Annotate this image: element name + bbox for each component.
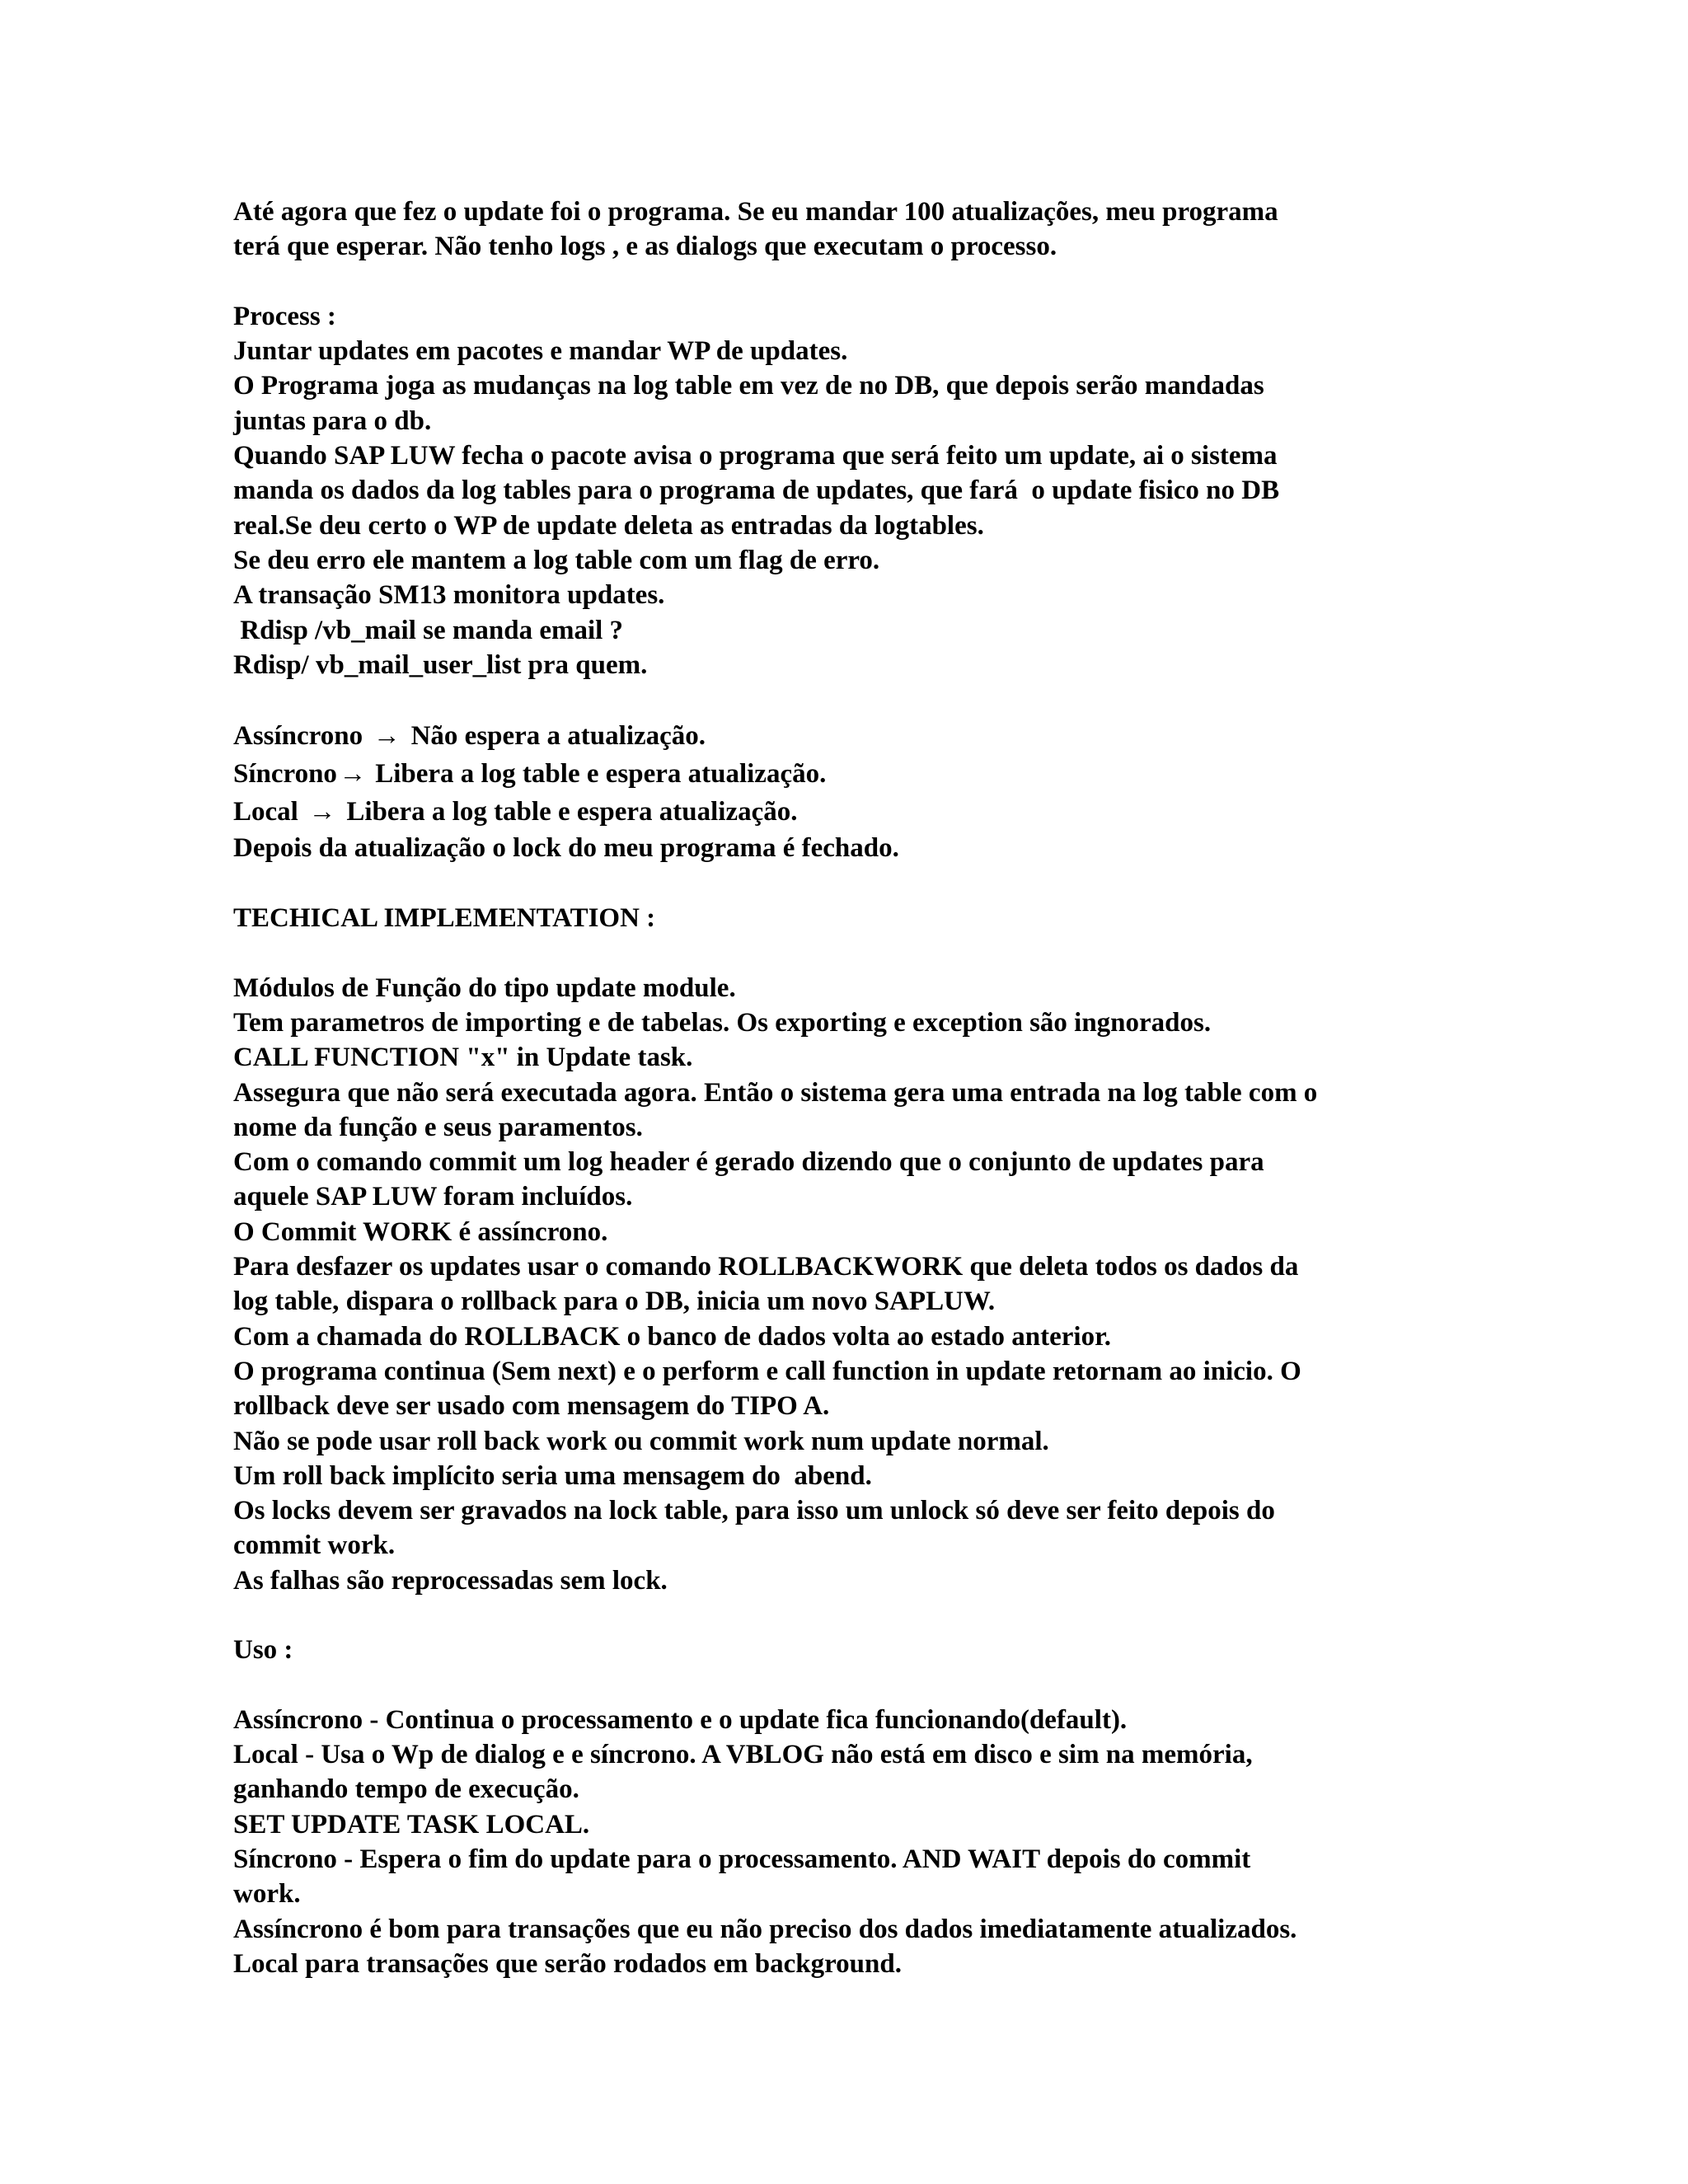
uso-heading: Uso : <box>233 1635 293 1666</box>
technical-line: CALL FUNCTION "x" in Update task. <box>233 1043 693 1073</box>
process-line: real.Se deu certo o WP de update deleta as entradas da logtables. <box>233 510 984 541</box>
process-heading: Process : <box>233 301 336 331</box>
uso-line: ganhando tempo de execução. <box>233 1774 579 1805</box>
technical-line: nome da função e seus paramentos. <box>233 1112 643 1142</box>
mode-local-label: Local <box>233 797 306 827</box>
spacer <box>233 866 1453 901</box>
uso-line: Assíncrono é bom para transações que eu não preciso dos dados imediatamente atualizados. <box>233 1914 1297 1944</box>
intro-line-2: terá que esperar. Não tenho logs , e as dialogs que executam o processo. <box>233 232 1057 262</box>
technical-line: O Commit WORK é assíncrono. <box>233 1216 608 1247</box>
mode-local <box>233 793 1453 831</box>
uso-line: SET UPDATE TASK LOCAL. <box>233 1809 590 1840</box>
technical-heading: TECHICAL IMPLEMENTATION : <box>233 903 656 934</box>
process-line: manda os dados da log tables para o programa de updates, que fará o update fisico no DB <box>233 476 1280 506</box>
arrow-right-icon: → <box>373 721 401 752</box>
mode-async <box>233 717 1453 755</box>
process-line: O Programa joga as mudanças na log table em vez de no DB, que depois serão mandadas <box>233 371 1264 401</box>
modes-after: Depois da atualização o lock do meu programa é fechado. <box>233 833 899 864</box>
mode-sync-text: Libera a log table e espera atualização. <box>368 759 827 790</box>
technical-line: Um roll back implícito seria uma mensagem do abend. <box>233 1460 872 1491</box>
technical-line: Tem parametros de importing e de tabelas. Os exporting e exception são ingnorados. <box>233 1007 1212 1038</box>
spacer <box>233 1668 1453 1703</box>
uso-line: Local para transações que serão rodados em background. <box>233 1948 902 1979</box>
technical-line: Com o comando commit um log header é gerado dizendo que o conjunto de updates para <box>233 1147 1264 1178</box>
technical-line: Não se pode usar roll back work ou commit work num update normal. <box>233 1426 1049 1456</box>
technical-line: rollback deve ser usado com mensagem do TIPO A. <box>233 1391 830 1422</box>
spacer <box>233 682 1453 717</box>
technical-line: Módulos de Função do tipo update module. <box>233 972 736 1003</box>
process-line: Rdisp/ vb_mail_user_list pra quem. <box>233 649 648 680</box>
spacer <box>233 1598 1453 1633</box>
process-line: juntas para o db. <box>233 405 432 436</box>
document-page <box>233 194 1453 1981</box>
arrow-right-icon: → <box>308 797 336 827</box>
mode-async-text: Não espera a atualização. <box>404 721 706 752</box>
technical-line: O programa continua (Sem next) e o perform e call function in update retornam ao inicio. O <box>233 1356 1301 1386</box>
uso-line: work. <box>233 1879 301 1910</box>
mode-local-text: Libera a log table e espera atualização. <box>340 797 798 827</box>
mode-sync <box>233 755 1453 793</box>
uso-line: Assíncrono - Continua o processamento e o update fica funcionando(default). <box>233 1704 1128 1735</box>
technical-line: commit work. <box>233 1530 396 1561</box>
uso-line: Síncrono - Espera o fim do update para o processamento. AND WAIT depois do commit <box>233 1844 1251 1875</box>
technical-line: Assegura que não será executada agora. Então o sistema gera uma entrada na log table com o <box>233 1077 1318 1108</box>
uso-line: Local - Usa o Wp de dialog e e síncrono. A VBLOG não está em disco e sim na memória, <box>233 1740 1253 1770</box>
spacer <box>233 935 1453 970</box>
technical-line: Para desfazer os updates usar o comando ROLLBACKWORK que deleta todos os dados da <box>233 1252 1299 1282</box>
process-line: Quando SAP LUW fecha o pacote avisa o programa que será feito um update, ai o sistema <box>233 441 1278 471</box>
intro-line-1: Até agora que fez o update foi o programa. Se eu mandar 100 atualizações, meu programa <box>233 197 1278 227</box>
arrow-right-icon: → <box>339 759 367 790</box>
technical-line: log table, dispara o rollback para o DB, inicia um novo SAPLUW. <box>233 1286 996 1317</box>
technical-line: aquele SAP LUW foram incluídos. <box>233 1182 633 1212</box>
spacer <box>233 265 1453 299</box>
technical-line: Os locks devem ser gravados na lock table, para isso um unlock só deve ser feito depois do <box>233 1496 1275 1526</box>
technical-line: As falhas são reprocessadas sem lock. <box>233 1565 668 1596</box>
mode-sync-label: Síncrono <box>233 759 337 790</box>
process-line: Juntar updates em pacotes e mandar WP de updates. <box>233 336 848 367</box>
mode-async-label: Assíncrono <box>233 721 370 752</box>
technical-line: Com a chamada do ROLLBACK o banco de dados volta ao estado anterior. <box>233 1321 1111 1352</box>
process-line: Se deu erro ele mantem a log table com um flag de erro. <box>233 545 880 575</box>
process-line: Rdisp /vb_mail se manda email ? <box>233 615 624 645</box>
process-line: A transação SM13 monitora updates. <box>233 580 665 611</box>
